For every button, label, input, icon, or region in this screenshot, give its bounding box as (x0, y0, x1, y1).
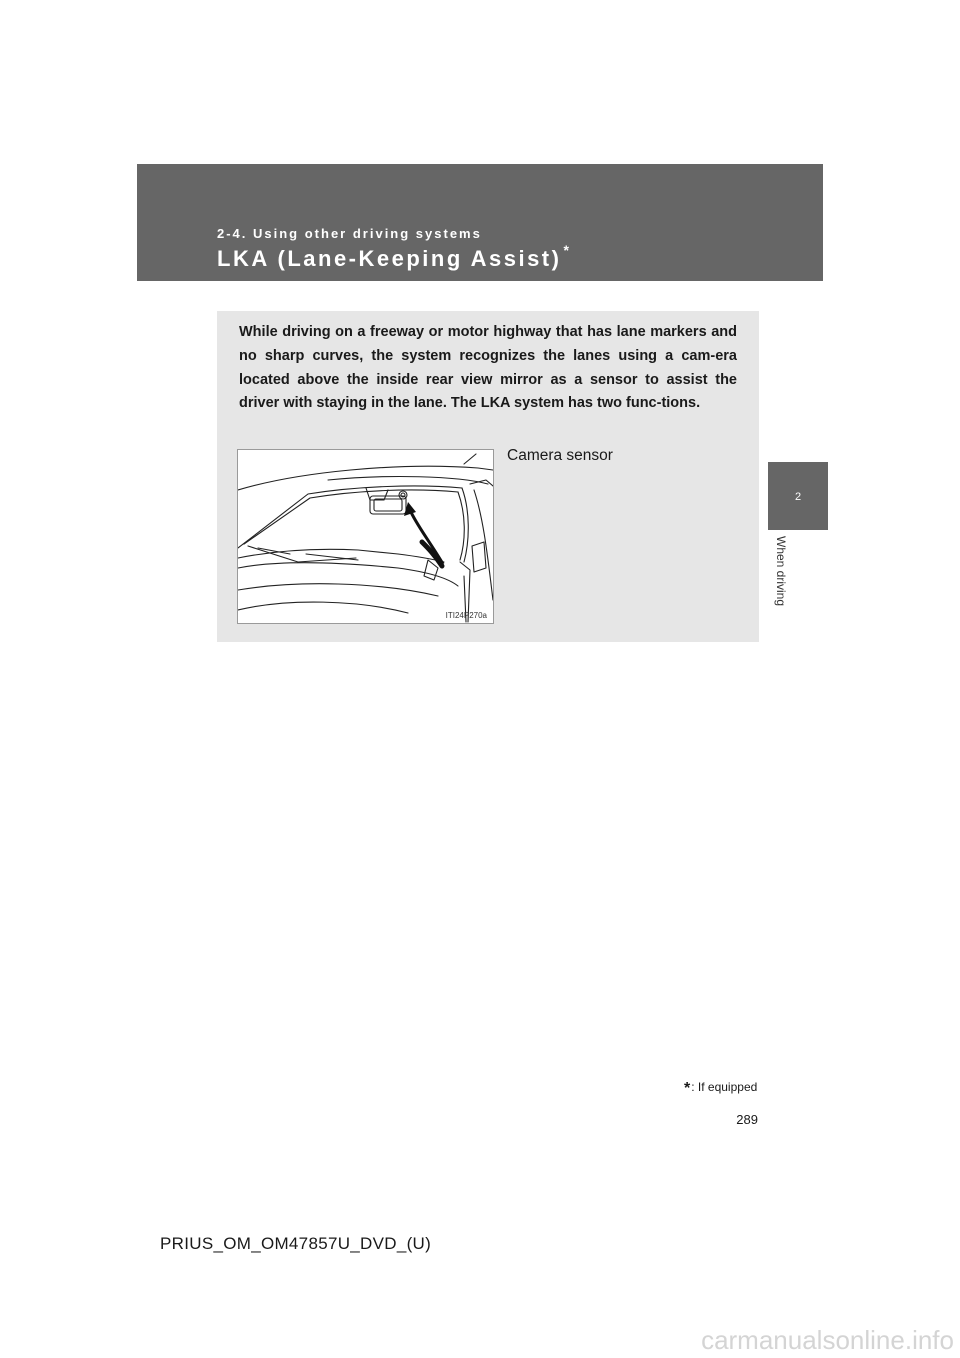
windshield-camera-figure (237, 449, 494, 624)
page-title-text: LKA (Lane-Keeping Assist) (217, 246, 562, 271)
camera-sensor-label: Camera sensor (507, 447, 613, 464)
header-band (137, 164, 823, 281)
footnote-marker: * (684, 1080, 691, 1097)
chapter-label-text: When driving (774, 536, 788, 607)
intro-box (217, 311, 759, 642)
chapter-number: 2 (794, 491, 802, 503)
watermark: carmanualsonline.info (701, 1325, 954, 1355)
footnote-text: : If equipped (691, 1080, 758, 1094)
page-title (217, 242, 572, 272)
figure-code: ITI24P270a (445, 611, 487, 620)
windshield-illustration (238, 450, 493, 623)
chapter-tab (768, 462, 828, 530)
document-code: PRIUS_OM_OM47857U_DVD_(U) (160, 1234, 432, 1253)
intro-paragraph: While driving on a freeway or motor highway that has lane markers and no sharp curves, the system recognizes the lanes using a cam-era located above the inside rear view mirror as a sensor to assist the driver with staying in the lane. The LKA system has two func-tions. (239, 324, 737, 412)
page-number: 289 (736, 1112, 758, 1127)
section-label: 2-4. Using other driving systems (217, 226, 482, 241)
footnote (684, 1080, 757, 1098)
chapter-label (772, 536, 792, 628)
equipped-marker: * (563, 242, 572, 258)
